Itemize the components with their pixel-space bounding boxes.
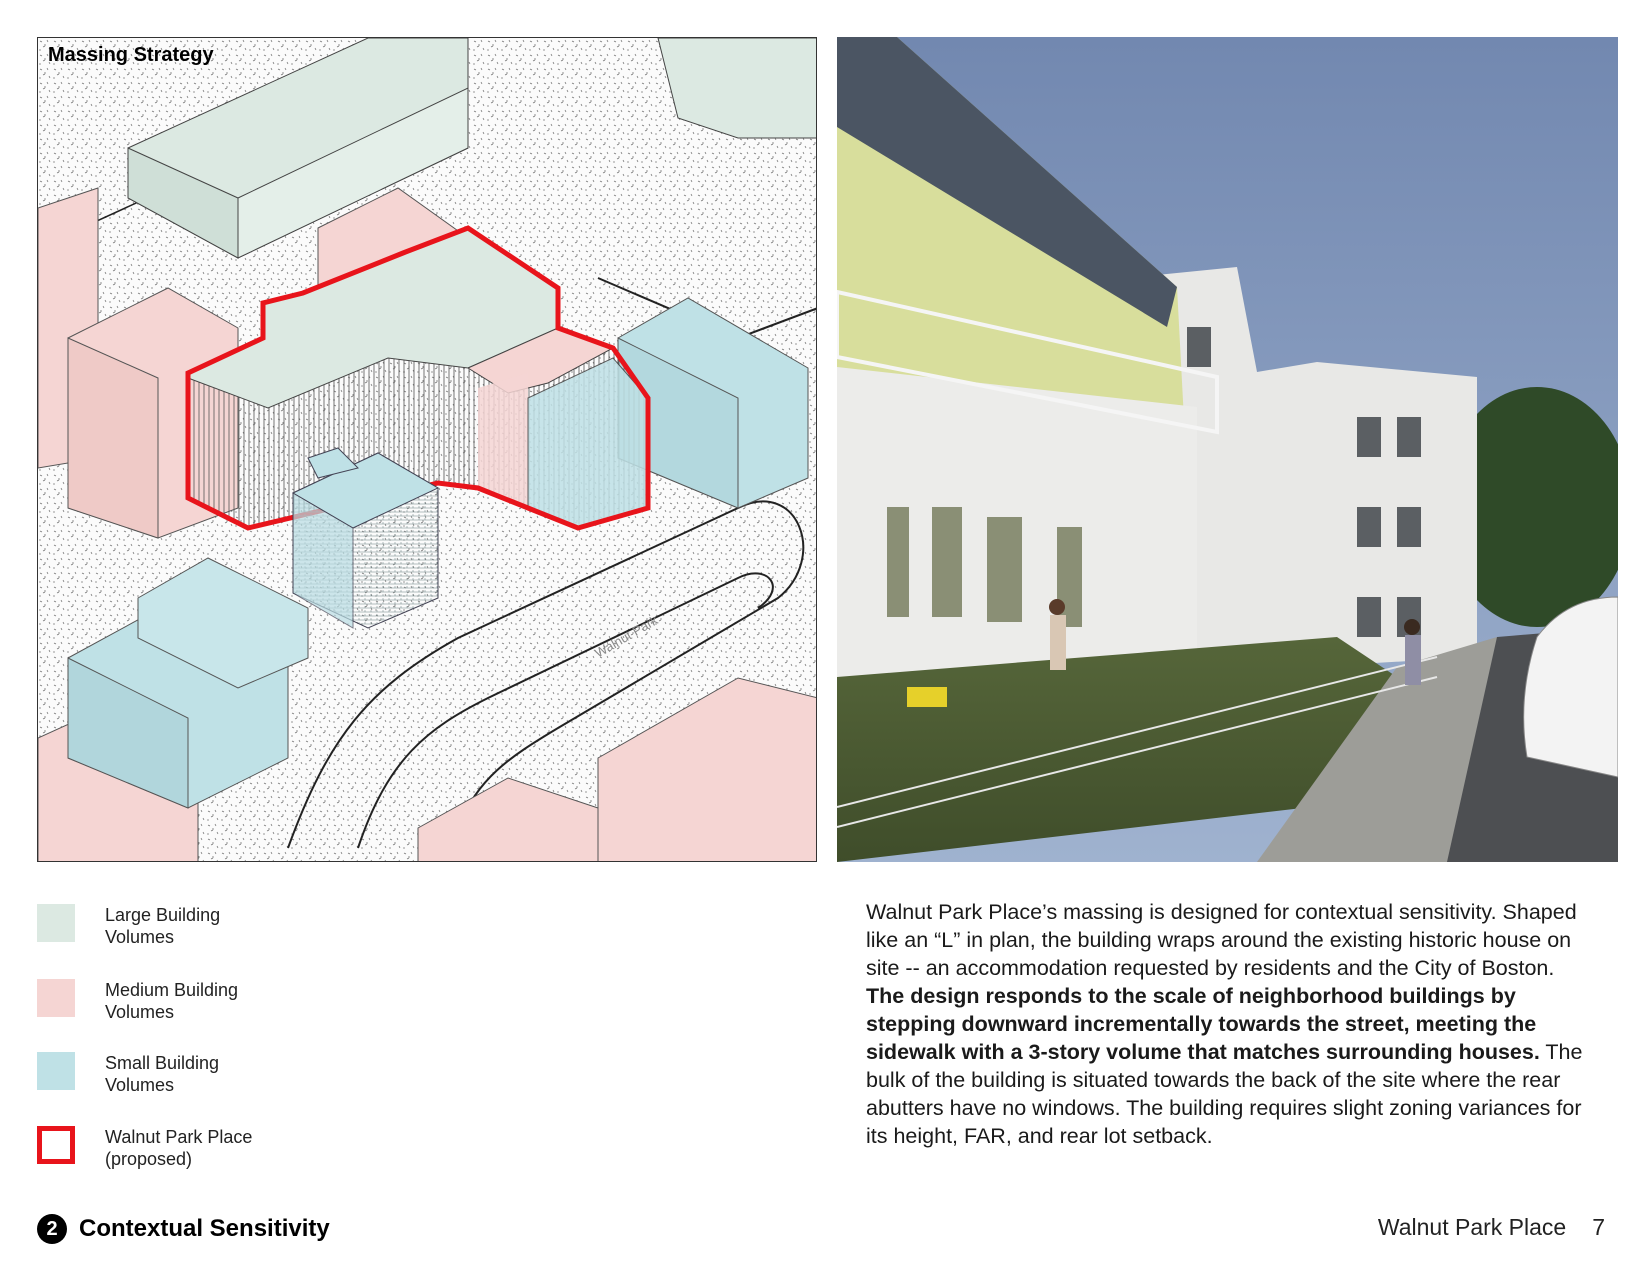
diagram-title: Massing Strategy [48,44,214,66]
rendering-image [837,37,1618,862]
street-label: Walnut Park [592,612,661,661]
legend-swatch-medium [37,979,75,1017]
description-emphasis: The design responds to the scale of neighborhood buildings by stepping downward incrementally towards the street, meeting the sidewalk with a 3-story volume that matches surrounding houses. [866,984,1540,1064]
legend-label-line: Large Building [105,905,221,925]
legend-label-small [105,1052,325,1096]
legend-swatch-small [37,1052,75,1090]
page-footer [1378,1214,1605,1241]
legend-label-line: Walnut Park Place [105,1127,253,1147]
legend-label-large [105,904,325,948]
legend-swatch-proposed [37,1126,75,1164]
legend-swatch-large [37,904,75,942]
legend-label-line: Small Building [105,1053,220,1073]
massing-axonometric [38,38,817,862]
legend-label-line: Volumes [105,927,175,947]
legend-label-line: (proposed) [105,1149,193,1169]
street-rendering [837,37,1618,862]
legend-label-line: Volumes [105,1075,175,1095]
legend-label-line: Volumes [105,1002,175,1022]
description-text: Walnut Park Place’s massing is designed for contextual sensitivity. Shaped like an “L” in plan, the building wraps around the existing historic house on site -- an accommodation requested by residents and the City of Boston. [866,900,1577,980]
legend-label-line: Medium Building [105,980,239,1000]
legend-label-medium [105,979,325,1023]
massing-diagram [37,37,817,862]
legend-label-proposed [105,1126,325,1170]
project-name: Walnut Park Place [1377,1214,1567,1240]
section-title: Contextual Sensitivity [79,1215,330,1242]
page-number: 7 [1592,1214,1605,1240]
description-text: The bulk of the building is situated towards the back of the site where the rear abutters have no windows. The building requires slight zoning variances for its height, FAR, and rear lot setback. [866,1040,1583,1148]
description-paragraph [866,898,1596,1150]
section-number-badge: 2 [37,1214,67,1244]
section-heading [37,1212,330,1246]
